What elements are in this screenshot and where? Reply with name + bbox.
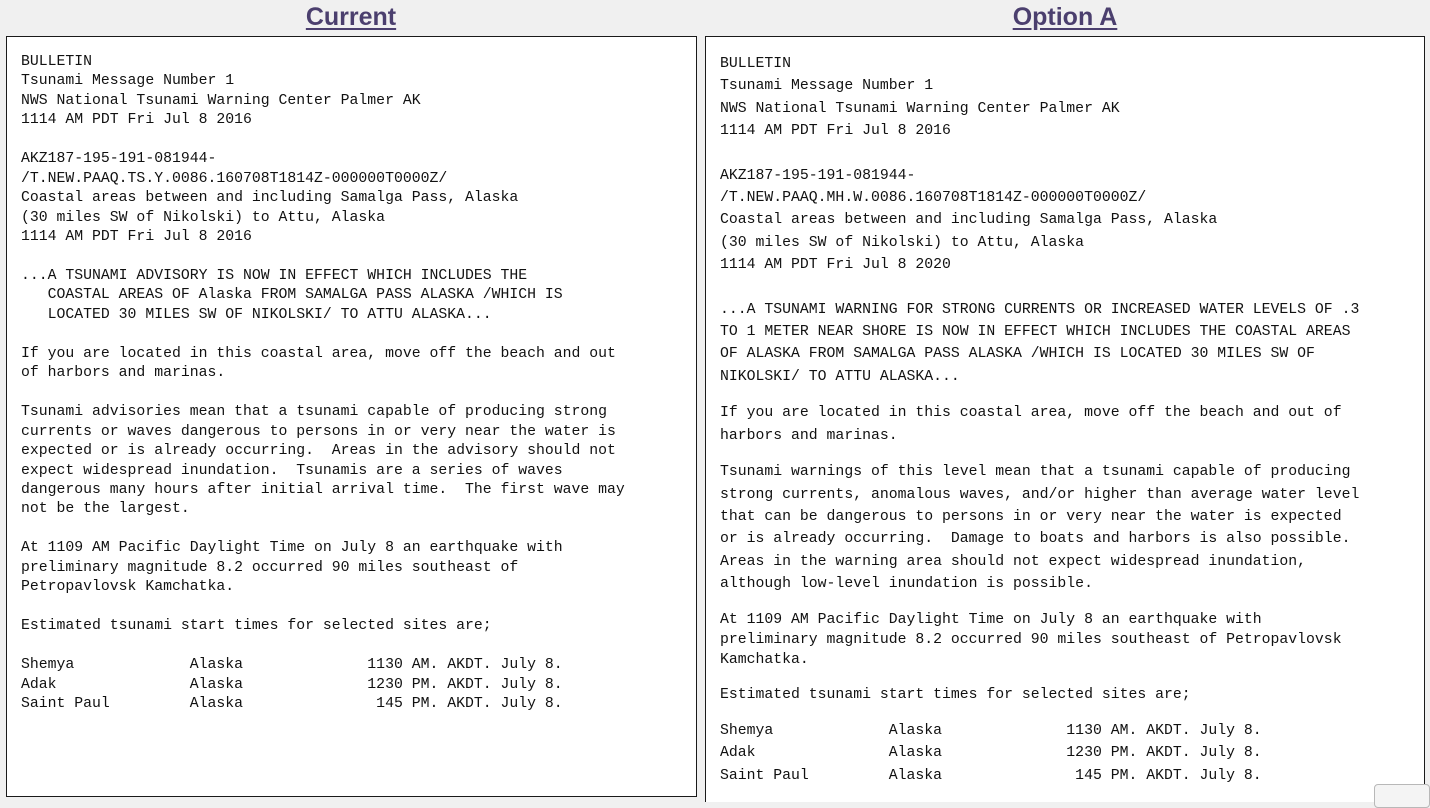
column-title-option-a: Option A: [1012, 3, 1118, 31]
start-times-intro: Estimated tsunami start times for selected sites are;: [720, 686, 1191, 703]
sites-table: Shemya Alaska 1130 AM. AKDT. July 8. Adak Alaska 1230 PM. AKDT. July 8. Saint Paul Alaska 145 PM. AKDT. July 8.: [720, 722, 1262, 784]
headline: ...A TSUNAMI ADVISORY IS NOW IN EFFECT WHICH INCLUDES THE COASTAL AREAS OF Alaska FROM SAMALGA PASS ALASKA /WHICH IS LOCATED 30 MILES SW OF NIKOLSKI/ TO ATTU ALASKA...: [21, 267, 563, 323]
earthquake-paragraph: At 1109 AM Pacific Daylight Time on July 8 an earthquake with preliminary magnitude 8.2 occurred 90 miles southeast of Petropavlovsk Kamchatka.: [720, 611, 1342, 668]
corner-toolbar-button[interactable]: [1374, 784, 1430, 808]
sites-table: Shemya Alaska 1130 AM. AKDT. July 8. Adak Alaska 1230 PM. AKDT. July 8. Saint Paul Alaska 145 PM. AKDT. July 8.: [21, 657, 563, 712]
start-times-intro: Estimated tsunami start times for selected sites are;: [21, 618, 492, 635]
bulletin-panel-option-a: [705, 36, 1425, 802]
bulletin-header: BULLETIN Tsunami Message Number 1 NWS National Tsunami Warning Center Palmer AK 1114 AM PDT Fri Jul 8 2016: [21, 54, 421, 129]
action-paragraph: If you are located in this coastal area, move off the beach and out of harbors and marinas.: [21, 345, 616, 382]
column-title-current: Current: [305, 3, 397, 31]
headline: ...A TSUNAMI WARNING FOR STRONG CURRENTS OR INCREASED WATER LEVELS OF .3 TO 1 METER NEAR SHORE IS NOW IN EFFECT WHICH INCLUDES THE COASTAL AREAS OF ALASKA FROM SAMALGA PASS ALASKA /WHICH IS LOCATED 30 MILES SW OF NIKOLSKI/ TO ATTU ALASKA...: [720, 301, 1360, 385]
meaning-paragraph: Tsunami advisories mean that a tsunami capable of producing strong currents or waves dangerous to persons in or very near the water is expected or is already occurring. Areas in the advisory should not expect widespread inundation. Tsunamis are a series of waves dangerous many hours after initial arrival time. The first wave may not be the largest.: [21, 404, 625, 518]
action-paragraph: If you are located in this coastal area, move off the beach and out of harbors and marinas.: [720, 405, 1342, 444]
bulletin-header: BULLETIN Tsunami Message Number 1 NWS National Tsunami Warning Center Palmer AK 1114 AM PDT Fri Jul 8 2016: [720, 56, 1120, 140]
zone-block: AKZ187-195-191-081944- /T.NEW.PAAQ.MH.W.0086.160708T1814Z-000000T0000Z/ Coastal areas between and including Samalga Pass, Alaska (30 miles SW of Nikolski) to Attu, Alaska 1114 AM PDT Fri Jul 8 2020: [720, 167, 1218, 274]
zone-block: AKZ187-195-191-081944- /T.NEW.PAAQ.TS.Y.0086.160708T1814Z-000000T0000Z/ Coastal areas between and including Samalga Pass, Alaska (30 miles SW of Nikolski) to Attu, Alaska 1114 AM PDT Fri Jul 8 2016: [21, 151, 519, 246]
meaning-paragraph: Tsunami warnings of this level mean that a tsunami capable of producing strong currents, anomalous waves, and/or higher than average water level that can be dangerous to persons in or very near the water is expected or is already occurring. Damage to boats and harbors is also possible. Areas in the warning area should not expect widespread inundation, although low-level inundation is possible.: [720, 464, 1360, 593]
bulletin-panel-current: [6, 36, 697, 797]
earthquake-paragraph: At 1109 AM Pacific Daylight Time on July 8 an earthquake with preliminary magnitude 8.2 occurred 90 miles southeast of Petropavlovsk Kamchatka.: [21, 540, 563, 596]
